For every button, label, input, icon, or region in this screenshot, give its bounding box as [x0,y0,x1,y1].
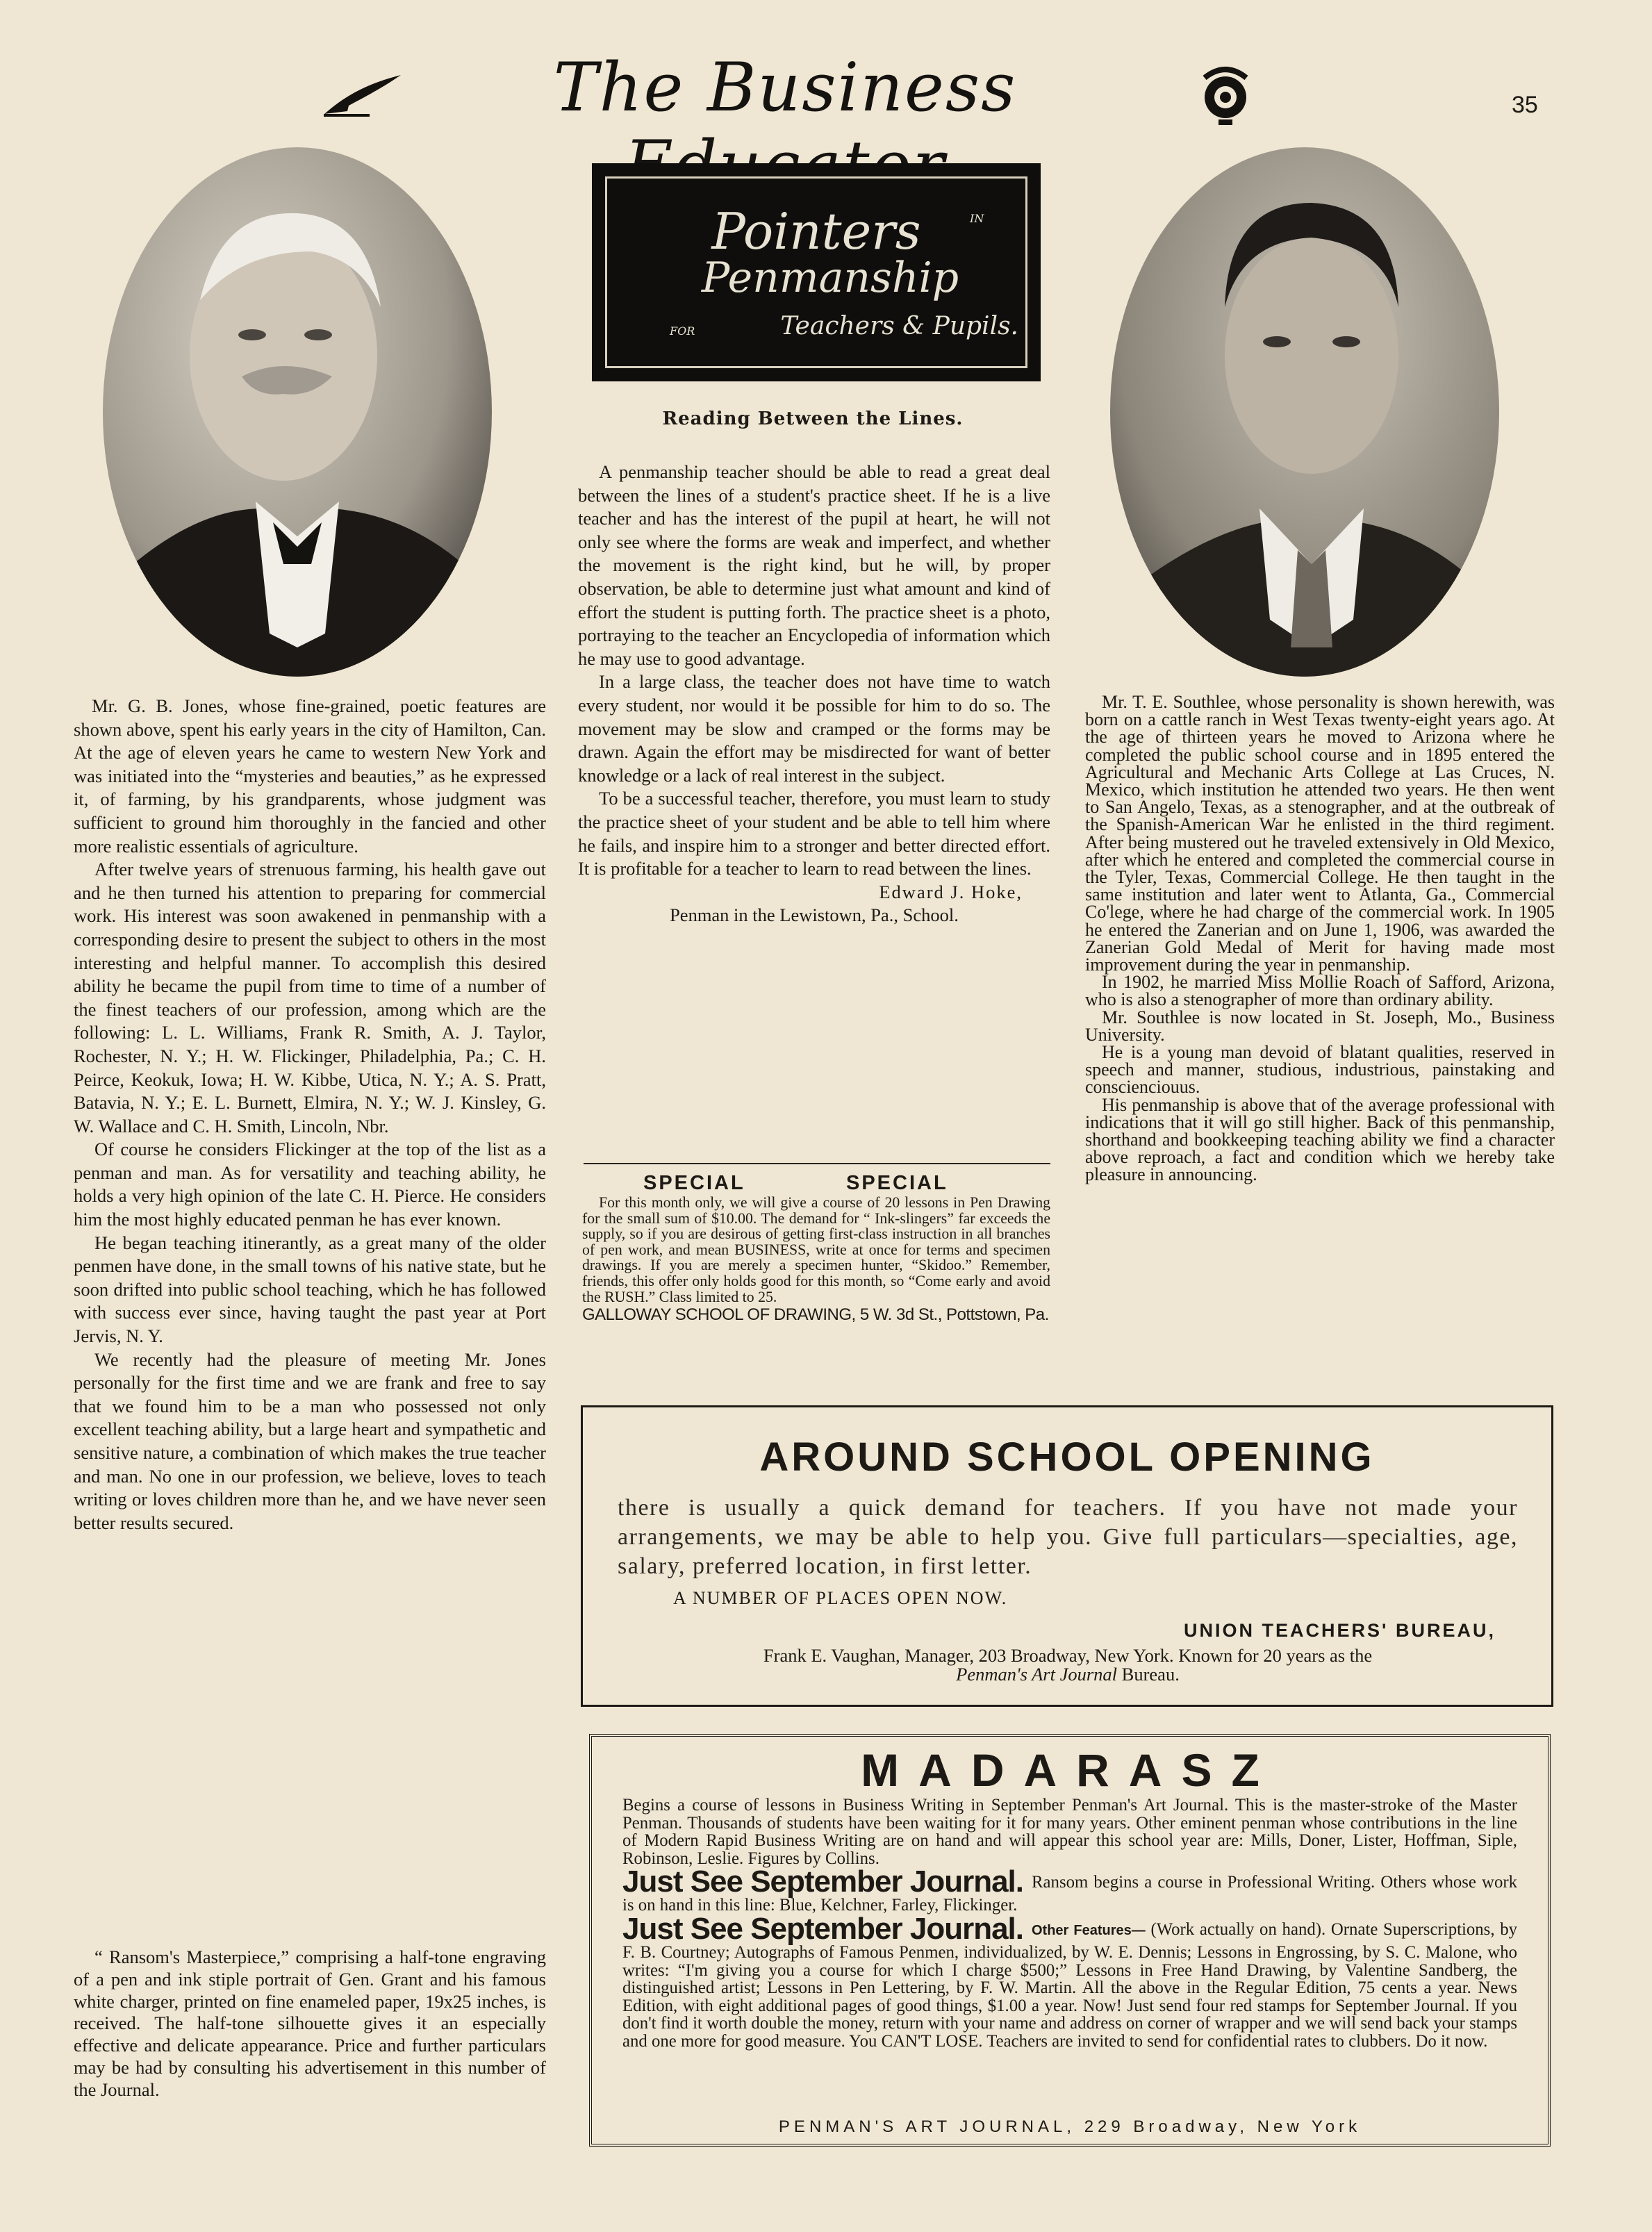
ad-footer [618,1646,1518,1684]
madarasz-paragraph: Ransom begins a course in Professional Writing. Others whose work is on hand in this line: Blue, Kelchner, Farley, Flickinger. [622,1873,1517,1915]
ad-text: there is usually a quick demand for teachers. If you have not made your arrangements, we may be able to help you. Give full particulars—specialties, age, salary, preferred location, in first letter. [618,1495,1518,1579]
teachers-pupils-title: Teachers & Pupils. [780,312,1018,340]
masthead-title: The Business [553,49,1017,126]
madarasz-ad [589,1734,1551,2147]
masthead [0,28,1652,139]
left-paragraph: He began teaching itinerantly, as a great many of the older penmen have done, in the small towns of his native state, but he soon drifted into public school teaching, which he has followed with success ever since, having taught the past year at Port Jervis, N. Y. [74,1232,546,1347]
left-paragraph: We recently had the pleasure of meeting Mr. Jones personally for the first time and we are frank and free to say that we found him to be a man who possessed not only excellent teaching ability, but a large heart and sympathetic and sensitive nature, a combination of which makes the true teacher and man. No one in our profession, we believe, loves to teach writing or loves children more than he, and we have never seen better results secured. [74,1348,546,1533]
left-article [74,695,546,1535]
portrait-jones [103,147,492,677]
author-affiliation: Penman in the Lewistown, Pa., School. [670,904,959,926]
masterpiece-text: “ Ransom's Masterpiece,” comprising a half-tone engraving of a pen and ink stiple portrait of Gen. Grant and his famous white charger, printed on fine enameled paper, 19x25 inches, is received. The half-tone silhouette gives it an especially effective and delicate appearance. Price and further particulars may be had by consulting his advertisement in this number of the Journal. [74,1946,546,2100]
special-offer [582,1195,1050,1323]
places-open: A NUMBER OF PLACES OPEN NOW. [673,1588,1008,1608]
right-paragraph: Mr. T. E. Southlee, whose personality is shown herewith, was born on a cattle ranch in West Texas twenty-eight years ago. At the age of thirteen years he moved to Arizona where he completed the public school course and in 1895 entered the Agricultural and Mechanic Arts College at Las Cruces, N. Mexico, which institution he attended two years. He then went to San Angelo, Texas, as a stenographer, and at the outbreak of the Spanish-American War he enlisted in the third regiment. After being mustered out he traveled extensively in Old Mexico, after which he entered and completed the commercial course in the Tyler, Texas, Commercial College. He then taught in the same institution and later went to Atlanta, Ga., Commercial Co'lege, where he had charge of the commercial work. In 1905 he entered the Zanerian and on June 1, 1906, was awarded the Zanerian Gold Medal of Merit for having made most improvement during the year in penmanship. [1085,692,1555,975]
other-features-label: Other Features— [1032,1922,1146,1938]
september-banner: Just See September Journal. [622,1865,1023,1899]
left-paragraph: After twelve years of strenuous farming, his health gave out and he then turned his attention to preparing for commercial work. His interest was soon awakened in penmanship with a corresponding desire to present the subject to others in the most interesting and helpful manner. To accomplish this desired ability he became the pupil from time to time of a number of the finest teachers of our profession, among which are the following: L. L. Williams, Frank R. Smith, A. J. Taylor, Rochester, N. Y.; H. W. Flickinger, Philadelphia, Pa.; C. H. Peirce, Keokuk, Iowa; H. W. Kibbe, Utica, N. Y.; A. S. Pratt, Batavia, N. Y.; E. L. Burnett, Elmira, N. Y.; W. J. Kinsley, G. W. Wallace and C. H. Smith, Lincoln, Nbr. [74,859,546,1136]
quill-pen-icon [321,71,404,119]
galloway-school: GALLOWAY SCHOOL OF DRAWING, 5 W. 3d St., Pottstown, Pa. [582,1305,1049,1325]
pointers-in-penmanship-title-box [592,163,1041,381]
penmanship-title: Penmanship [701,254,959,302]
emblem-icon [1198,64,1253,126]
special-heading-right: SPECIAL [846,1172,948,1194]
right-paragraph: He is a young man devoid of blatant qualities, reserved in speech and manner, studious, industrious, painstaking and conscienciouus. [1085,1042,1555,1098]
author-name: Edward J. Hoke, [879,881,1023,902]
portrait-southlee-image [1110,147,1499,677]
special-offer-text: For this month only, we will give a course of 20 lessons in Pen Drawing for the small sum of $10.00. The demand for “ Ink-slingers” far exceeds the supply, so if you are desirous of getting first-class instruction in all branches of pen work, and mean BUSINESS, write at once for terms and specimen drawings. If you are merely a specimen hunter, “Skidoo.” Remember, friends, this offer only holds good for this month, so “Come early and avoid the RUSH.” Class limited to 25. [582,1194,1050,1305]
ad-footer-manager: Frank E. Vaughan, Manager, 203 Broadway, New York. Known for 20 years as the [763,1645,1373,1666]
portrait-jones-image [103,147,492,677]
right-article [1085,693,1555,1184]
madarasz-footer: PENMAN'S ART JOURNAL, 229 Broadway, New York [778,2117,1362,2136]
masterpiece-notice [74,1946,546,2101]
right-paragraph: His penmanship is above that of the average professional with indications that it will go still higher. Back of this penmanship, shorthand and bookkeeping teaching ability we find a character above reproach, a fact and condition which we hereby take pleasure in announcing. [1085,1094,1555,1185]
special-heading-left: SPECIAL [643,1172,745,1194]
center-paragraph: In a large class, the teacher does not have time to watch every student, nor would it be possible for him to do so. The movement may be slow and cramped or the forms may be drawn. Again the effort may be misdirected for want of better knowledge or a lack of real interest in the subject. [578,671,1050,786]
union-teachers-bureau-ad [581,1405,1553,1707]
right-paragraph: In 1902, he married Miss Mollie Roach of Safford, Arizona, who is also a stenographer of more than ordinary ability. [1085,972,1555,1010]
pointers-in: IN [970,212,984,225]
page-number: 35 [1512,92,1538,118]
september-banner: Just See September Journal. [622,1911,1023,1946]
madarasz-paragraph: Begins a course of lessons in Business Writing in September Penman's Art Journal. This is the master-stroke of the Master Penman. Thousands of students have been waiting for it for many years. Other eminent penman whose contributions in the line of Modern Rapid Business Writing are on hand and will appear this school year are: Mills, Doner, Lister, Hoffman, Siple, Robinson, Leslie. Figures by Collins. [622,1796,1517,1868]
center-paragraph: A penmanship teacher should be able to read a great deal between the lines of a student's practice sheet. If he is a live teacher and has the interest of the pupil at heart, he will not only see where the forms are weak and imperfect, and whether the movement is the right kind, but he will, by proper observation, be able to determine just what amount and kind of effort the student is putting forth. The practice sheet is a photo, portraying to the teacher an Encyclopedia of information which he may use to good advantage. [578,461,1050,669]
portrait-southlee [1110,147,1499,677]
ad-footer-journal: Penman's Art Journal [956,1664,1118,1685]
divider [584,1163,1050,1164]
pointers-title: Pointers [711,202,921,261]
reading-between-lines-heading: Reading Between the Lines. [662,408,964,429]
madarasz-paragraph: (Work actually on hand). Ornate Superscriptions, by F. B. Courtney; Autographs of Famous Penmen, individualized, by W. E. Dennis; Lessons in Engrossing, by S. C. Malone, who writes: “I'm giving you a course for which I charge $500;” Lessons in Free Hand Drawing, by Valentine Sandberg, the distinguished artist; Lessons in Pen Lettering, by F. W. Martin. All the above in the Regular Edition, 75 cents a year. News Edition, with eight additional pages of good things, $1.00 a year. Now! Just send four red stamps for September Journal. If you don't find it worth double the money, return with your name and address on corner of wrapper and we will send back your stamps and one more for good measure. You CAN'T LOSE. Teachers are invited to send for confidential rates to clubbers. Do it now. [622,1919,1518,2051]
center-article [578,461,1050,927]
center-paragraph: To be a successful teacher, therefore, you must learn to study the practice sheet of your student and be able to tell him where he fails, and inspire him to a stronger and better directed effort. It is profitable for a teacher to learn to read between the lines. [578,788,1050,879]
pointers-box-border [605,176,1027,368]
left-paragraph: Mr. G. B. Jones, whose fine-grained, poetic features are shown above, spent his early years in the city of Hamilton, Can. At the age of eleven years he came to western New York and was initiated into the “mysteries and beauties,” as he expressed it, of farming, by his grandparents, whose judgment was sufficient to ground him thoroughly in the fancied and other more realistic essentials of agriculture. [74,695,546,857]
pointers-for: FOR [670,324,695,338]
left-paragraph: Of course he considers Flickinger at the top of the list as a penman and man. As for versatility and teaching ability, he holds a very high opinion of the late C. H. Pierce. He considers him the most highly educated penman he has ever known. [74,1139,546,1230]
bureau-name: UNION TEACHERS' BUREAU, [1184,1620,1496,1641]
ad-footer-bureau: Bureau. [1117,1664,1180,1685]
madarasz-body [622,1796,1517,2051]
madarasz-title: MADARASZ [861,1744,1279,1796]
right-paragraph: Mr. Southlee is now located in St. Joseph, Mo., Business University. [1085,1007,1555,1045]
ad-title: AROUND SCHOOL OPENING [759,1435,1375,1480]
